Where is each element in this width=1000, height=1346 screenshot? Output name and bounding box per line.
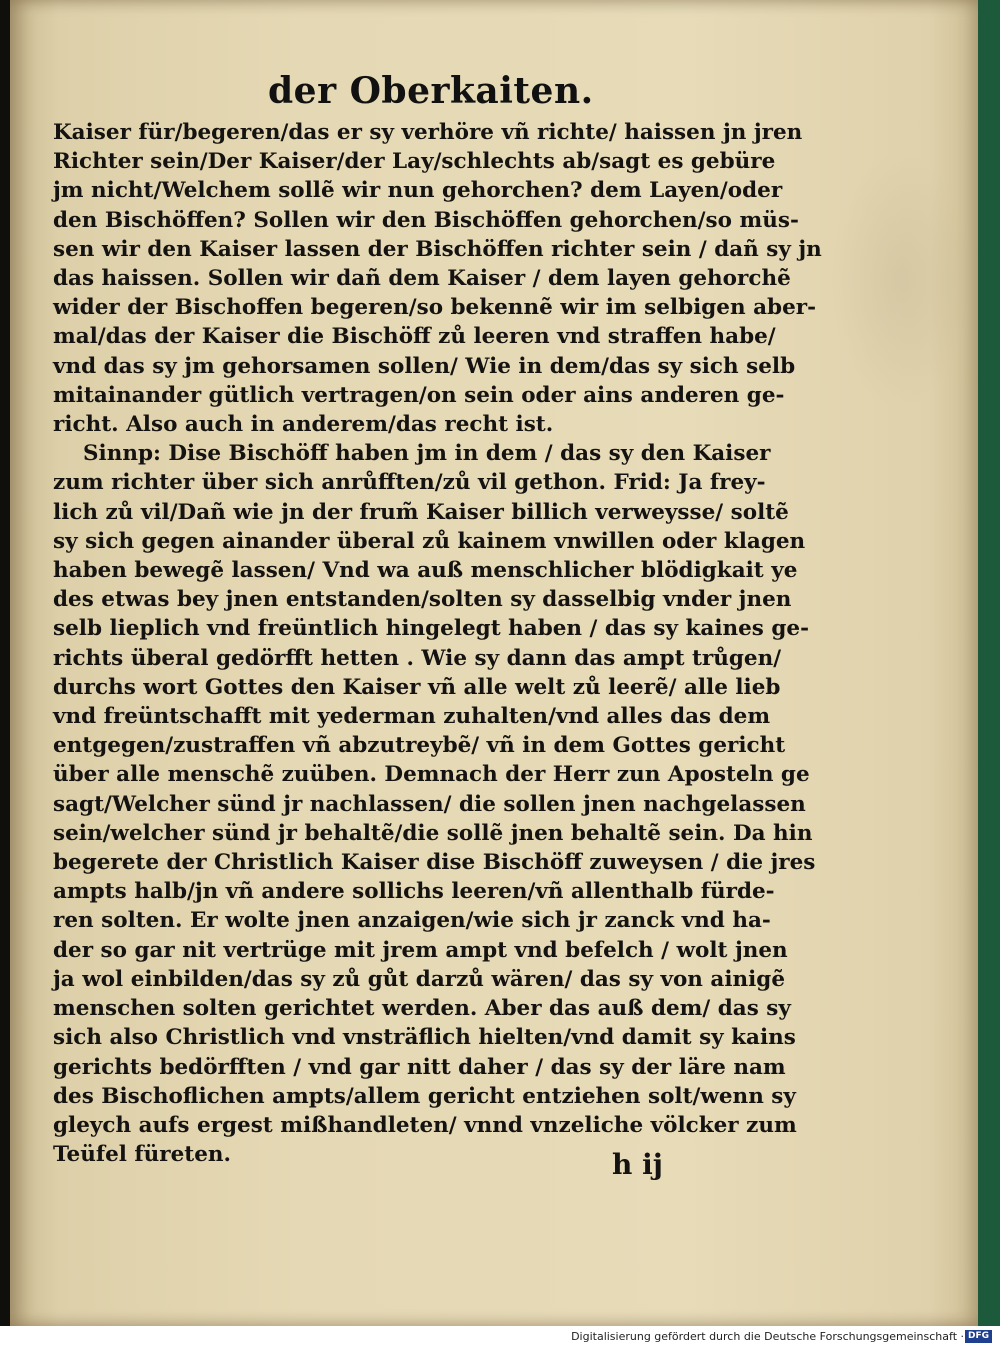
text-line: sich also Christlich vnd vnsträflich hielten/vnd damit sy kains [53, 1025, 796, 1051]
text-line: mal/das der Kaiser die Bischöff zů leeren vnd straffen habe/ [53, 324, 776, 350]
text-line: des etwas bey jnen entstanden/solten sy dasselbig vnder jnen [53, 587, 792, 613]
text-line: zum richter über sich anrůfften/zů vil gethon. Frid: Ja frey- [53, 470, 766, 496]
text-line: vnd das sy jm gehorsamen sollen/ Wie in dem/das sy sich selb [53, 353, 796, 379]
text-line: sy sich gegen ainander überal zů kainem vnwillen oder klagen [53, 528, 806, 554]
dfg-logo: DFG [965, 1330, 992, 1343]
text-line: den Bischöffen? Sollen wir den Bischöffen gehorchen/so müs- [53, 207, 799, 233]
funding-credit: Digitalisierung gefördert durch die Deutsche Forschungsgemeinschaft · [571, 1330, 964, 1343]
text-line: jm nicht/Welchem sollẽ wir nun gehorchen? dem Layen/oder [53, 178, 783, 204]
text-line: entgegen/zustraffen vñ abzutreybẽ/ vñ in dem Gottes gericht [53, 733, 786, 759]
text-line: lich zů vil/Dañ wie jn der frum̃ Kaiser billich verweysse/ soltẽ [53, 499, 789, 525]
text-line: gerichts bedörfften / vnd gar nitt daher / das sy der läre nam [53, 1054, 786, 1080]
text-line: wider der Bischoffen begeren/so bekennẽ wir im selbigen aber- [53, 295, 816, 321]
ink-bleed [830, 150, 970, 410]
text-line: der so gar nit vertrüge mit jrem ampt vnd befelch / wolt jnen [53, 937, 788, 963]
text-line: über alle menschẽ zuüben. Demnach der Herr zun Aposteln ge [53, 762, 810, 788]
text-line: richts überal gedörfft hetten . Wie sy dann das ampt trůgen/ [53, 645, 782, 671]
text-line: das haissen. Sollen wir dañ dem Kaiser / dem layen gehorchẽ [53, 266, 791, 292]
text-line: durchs wort Gottes den Kaiser vñ alle welt zů leerẽ/ alle lieb [53, 674, 781, 700]
text-line: Richter sein/Der Kaiser/der Lay/schlechts ab/sagt es gebüre [53, 149, 776, 175]
text-line: menschen solten gerichtet werden. Aber das auß dem/ das sy [53, 996, 791, 1022]
text-line: des Bischoflichen ampts/allem gericht entziehen solt/wenn sy [53, 1083, 796, 1109]
text-line: gleych aufs ergest mißhandleten/ vnnd vnzeliche völcker zum [53, 1112, 797, 1138]
text-line: sen wir den Kaiser lassen der Bischöffen richter sein / dañ sy jn [53, 236, 822, 262]
text-line: ampts halb/jn vñ andere sollichs leeren/vñ allenthalb fürde- [53, 879, 775, 905]
text-line: Sinnp: Dise Bischöff haben jm in dem / das sy den Kaiser [83, 441, 771, 467]
text-line: mitainander gütlich vertragen/on sein oder ains anderen ge- [53, 382, 785, 408]
text-line: sagt/Welcher sünd jr nachlassen/ die sollen jnen nachgelassen [53, 791, 806, 817]
text-line: Kaiser für/begeren/das er sy verhöre vñ richte/ haissen jn jren [53, 120, 803, 145]
text-line: vnd freüntschafft mit yederman zuhalten/vnd alles das dem [53, 704, 771, 730]
signature-mark: h ij [612, 1148, 663, 1181]
text-line: Teüfel füreten. [53, 1142, 232, 1168]
scan-edge [0, 0, 10, 1326]
text-line: richt. Also auch in anderem/das recht ist. [53, 412, 554, 438]
text-line: begerete der Christlich Kaiser dise Bischöff zuweysen / die jres [53, 850, 816, 876]
text-line: haben bewegẽ lassen/ Vnd wa auß menschlicher blödigkait ye [53, 558, 798, 584]
text-line: ja wol einbilden/das sy zů gůt darzů wären/ das sy von ainigẽ [53, 966, 786, 992]
text-line: sein/welcher sünd jr behaltẽ/die sollẽ jnen behaltẽ sein. Da hin [53, 820, 813, 846]
text-line: selb lieplich vnd freüntlich hingelegt haben / das sy kaines ge- [53, 616, 810, 642]
running-header: der Oberkaiten. [268, 70, 594, 112]
body-text [53, 118, 822, 1169]
text-line: ren solten. Er wolte jnen anzaigen/wie sich jr zanck vnd ha- [53, 908, 771, 934]
